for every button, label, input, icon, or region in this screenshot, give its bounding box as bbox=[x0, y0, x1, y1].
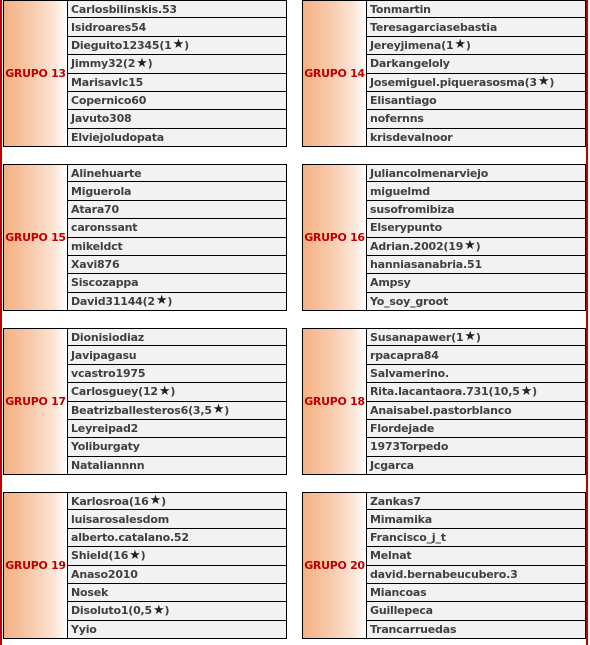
member-row bbox=[367, 420, 586, 438]
group-label bbox=[302, 492, 367, 639]
member-name: Javipagasu bbox=[71, 348, 137, 362]
member-name: Isidroares54 bbox=[71, 20, 147, 34]
member-row bbox=[68, 365, 287, 383]
member-name: krisdevalnoor bbox=[370, 130, 453, 144]
member-name: Shield(16 bbox=[71, 549, 129, 563]
member-name: miguelmd bbox=[370, 184, 430, 198]
member-name: luisarosalesdom bbox=[71, 512, 169, 526]
member-name: Leyreipad2 bbox=[71, 422, 139, 436]
member-name: david.bernabeucubero.3 bbox=[370, 567, 518, 581]
group-block bbox=[302, 492, 586, 639]
member-name: Elisantiago bbox=[370, 94, 437, 108]
star-icon: ★ bbox=[464, 238, 476, 254]
group-label-text: GRUPO 19 bbox=[5, 559, 66, 572]
member-name: Nataliannnn bbox=[71, 458, 145, 472]
member-name: Juliancolmenarviejo bbox=[370, 166, 489, 180]
group-label-text: GRUPO 17 bbox=[5, 395, 66, 408]
member-list bbox=[68, 164, 287, 311]
member-name: Alinehuarte bbox=[71, 166, 142, 180]
group-label-text: GRUPO 14 bbox=[304, 67, 365, 80]
member-name: Atara70 bbox=[71, 202, 119, 216]
member-name: Beatrizballesteros6(3,5 bbox=[71, 403, 212, 417]
member-row bbox=[367, 365, 586, 383]
member-name: caronssant bbox=[71, 221, 138, 235]
member-row bbox=[68, 164, 287, 182]
group-label bbox=[3, 0, 68, 147]
member-row bbox=[367, 238, 586, 256]
member-row bbox=[68, 402, 287, 420]
member-name: Zankas7 bbox=[370, 494, 421, 508]
member-row bbox=[367, 256, 586, 274]
member-name: vcastro1975 bbox=[71, 366, 146, 380]
member-list bbox=[367, 164, 586, 311]
member-row bbox=[367, 274, 586, 292]
group-label bbox=[302, 328, 367, 475]
member-name: Trancarruedas bbox=[370, 622, 457, 636]
member-list bbox=[367, 492, 586, 639]
star-icon: ★ bbox=[454, 37, 466, 53]
member-name: Jimmy32(2 bbox=[71, 57, 136, 71]
star-icon: ★ bbox=[537, 74, 550, 90]
member-name: Javuto308 bbox=[71, 112, 132, 126]
member-name-suffix: ) bbox=[465, 38, 471, 52]
member-name: Dieguito12345(1 bbox=[71, 38, 172, 52]
member-list bbox=[68, 0, 287, 147]
member-name: Melnat bbox=[370, 549, 412, 563]
group-label-text: GRUPO 20 bbox=[304, 559, 365, 572]
member-row bbox=[68, 37, 287, 55]
member-row bbox=[68, 0, 287, 18]
star-icon: ★ bbox=[155, 293, 168, 309]
member-name: Jcgarca bbox=[370, 458, 414, 472]
member-name: hanniasanabria.51 bbox=[370, 258, 482, 272]
member-row bbox=[367, 293, 586, 311]
member-row bbox=[68, 457, 287, 475]
member-name: Guillepeca bbox=[370, 604, 433, 618]
member-row bbox=[367, 110, 586, 128]
member-row bbox=[367, 164, 586, 182]
star-icon: ★ bbox=[520, 383, 533, 399]
member-row bbox=[68, 182, 287, 200]
group-block bbox=[302, 164, 586, 311]
member-name: nofernns bbox=[370, 112, 424, 126]
member-name: Anaisabel.pastorblanco bbox=[370, 403, 512, 417]
member-name: Flordejade bbox=[370, 422, 435, 436]
member-row bbox=[68, 18, 287, 36]
member-row bbox=[68, 602, 287, 620]
group-label-text: GRUPO 13 bbox=[5, 67, 66, 80]
member-name: David31144(2 bbox=[71, 294, 155, 308]
member-name: Disoluto1(0,5 bbox=[71, 604, 152, 618]
member-row bbox=[367, 492, 586, 510]
member-row bbox=[68, 129, 287, 147]
member-row bbox=[367, 346, 586, 364]
member-row bbox=[68, 584, 287, 602]
member-row bbox=[68, 74, 287, 92]
member-name: Dionisiodiaz bbox=[71, 330, 145, 344]
member-row bbox=[367, 219, 586, 237]
group-block bbox=[302, 0, 586, 147]
member-name: Mimamika bbox=[370, 512, 432, 526]
star-icon: ★ bbox=[464, 329, 476, 345]
member-row bbox=[68, 110, 287, 128]
member-name: susofromibiza bbox=[370, 202, 455, 216]
member-row bbox=[367, 328, 586, 346]
member-name: Yoliburgaty bbox=[71, 440, 140, 454]
member-row bbox=[367, 457, 586, 475]
star-icon: ★ bbox=[149, 493, 162, 509]
member-row bbox=[68, 201, 287, 219]
member-name-suffix: ) bbox=[224, 403, 230, 417]
member-row bbox=[68, 219, 287, 237]
star-icon: ★ bbox=[136, 55, 148, 71]
member-name: Yo_soy_groot bbox=[370, 294, 449, 308]
group-block bbox=[3, 328, 287, 475]
member-row bbox=[68, 383, 287, 401]
member-row bbox=[68, 293, 287, 311]
member-name: Nosek bbox=[71, 586, 109, 600]
member-row bbox=[367, 584, 586, 602]
member-row bbox=[367, 547, 586, 565]
member-row bbox=[68, 55, 287, 73]
member-row bbox=[367, 18, 586, 36]
member-row bbox=[367, 0, 586, 18]
member-name-suffix: ) bbox=[147, 57, 153, 71]
member-row bbox=[68, 274, 287, 292]
member-row bbox=[68, 256, 287, 274]
member-name: Susanapawer(1 bbox=[370, 330, 464, 344]
member-row bbox=[68, 492, 287, 510]
member-name: Salvamerino. bbox=[370, 366, 449, 380]
member-name: 1973Torpedo bbox=[370, 440, 449, 454]
member-name: Yyio bbox=[71, 622, 97, 636]
star-icon: ★ bbox=[153, 602, 165, 618]
member-row bbox=[68, 92, 287, 110]
member-row bbox=[367, 566, 586, 584]
member-row bbox=[367, 55, 586, 73]
member-name: Marisavlc15 bbox=[71, 75, 144, 89]
member-name-suffix: ) bbox=[475, 330, 481, 344]
group-block bbox=[3, 492, 287, 639]
member-name-suffix: ) bbox=[532, 385, 537, 399]
member-name: Francisco_j_t bbox=[370, 530, 446, 544]
member-name: Rita.lacantaora.731(10,5 bbox=[370, 385, 520, 399]
member-row bbox=[68, 346, 287, 364]
star-icon: ★ bbox=[158, 383, 171, 399]
member-name: Xavi876 bbox=[71, 258, 120, 272]
member-row bbox=[367, 37, 586, 55]
member-name: Josemiguel.piquerasosma(3 bbox=[370, 75, 537, 89]
member-name: Elserypunto bbox=[370, 221, 443, 235]
group-block bbox=[3, 0, 287, 147]
group-label-text: GRUPO 15 bbox=[5, 231, 66, 244]
member-row bbox=[68, 438, 287, 456]
member-row bbox=[68, 420, 287, 438]
member-name: Anaso2010 bbox=[71, 567, 138, 581]
member-row bbox=[68, 238, 287, 256]
group-block bbox=[302, 328, 586, 475]
member-row bbox=[367, 402, 586, 420]
member-list bbox=[68, 328, 287, 475]
member-name: rpacapra84 bbox=[370, 348, 439, 362]
member-row bbox=[367, 182, 586, 200]
member-list bbox=[367, 0, 586, 147]
member-row bbox=[68, 510, 287, 528]
member-row bbox=[367, 529, 586, 547]
group-label bbox=[3, 164, 68, 311]
group-block bbox=[3, 164, 287, 311]
member-row bbox=[367, 510, 586, 528]
member-name: Ampsy bbox=[370, 276, 411, 290]
member-name: Teresagarciasebastia bbox=[370, 20, 498, 34]
member-row bbox=[68, 566, 287, 584]
member-name: Jereyjimena(1 bbox=[370, 38, 454, 52]
member-row bbox=[367, 92, 586, 110]
member-row bbox=[68, 529, 287, 547]
member-row bbox=[367, 602, 586, 620]
member-row bbox=[68, 328, 287, 346]
member-row bbox=[367, 621, 586, 639]
group-label-text: GRUPO 18 bbox=[304, 395, 365, 408]
member-row bbox=[367, 438, 586, 456]
member-name-suffix: ) bbox=[184, 38, 189, 52]
member-name: Miancoas bbox=[370, 586, 427, 600]
member-name: Carlosbilinskis.53 bbox=[71, 2, 177, 16]
star-icon: ★ bbox=[212, 402, 225, 418]
member-row bbox=[367, 74, 586, 92]
member-list bbox=[367, 328, 586, 475]
member-name-suffix: ) bbox=[170, 385, 176, 399]
group-label bbox=[3, 492, 68, 639]
group-label bbox=[3, 328, 68, 475]
star-icon: ★ bbox=[172, 37, 185, 53]
group-label-text: GRUPO 16 bbox=[304, 231, 365, 244]
star-icon: ★ bbox=[129, 547, 141, 563]
member-name: Copernico60 bbox=[71, 94, 147, 108]
member-name-suffix: ) bbox=[140, 549, 146, 563]
member-name: Darkangeloly bbox=[370, 57, 450, 71]
member-row bbox=[367, 129, 586, 147]
member-name: alberto.catalano.52 bbox=[71, 530, 189, 544]
member-name: Elviejoludopata bbox=[71, 130, 165, 144]
group-label bbox=[302, 164, 367, 311]
member-name-suffix: ) bbox=[475, 239, 481, 253]
member-name: Siscozappa bbox=[71, 276, 139, 290]
member-list bbox=[68, 492, 287, 639]
member-name-suffix: ) bbox=[549, 75, 555, 89]
member-name: Tonmartin bbox=[370, 2, 431, 16]
member-row bbox=[367, 383, 586, 401]
member-name: Karlosroa(16 bbox=[71, 494, 149, 508]
member-name-suffix: ) bbox=[164, 604, 170, 618]
group-label bbox=[302, 0, 367, 147]
member-name: mikeldct bbox=[71, 239, 123, 253]
member-name: Adrian.2002(19 bbox=[370, 239, 464, 253]
member-name: Miguerola bbox=[71, 184, 132, 198]
member-row bbox=[367, 201, 586, 219]
member-name-suffix: ) bbox=[161, 494, 166, 508]
member-name: Carlosguey(12 bbox=[71, 385, 158, 399]
member-name-suffix: ) bbox=[167, 294, 173, 308]
member-row bbox=[68, 621, 287, 639]
member-row bbox=[68, 547, 287, 565]
